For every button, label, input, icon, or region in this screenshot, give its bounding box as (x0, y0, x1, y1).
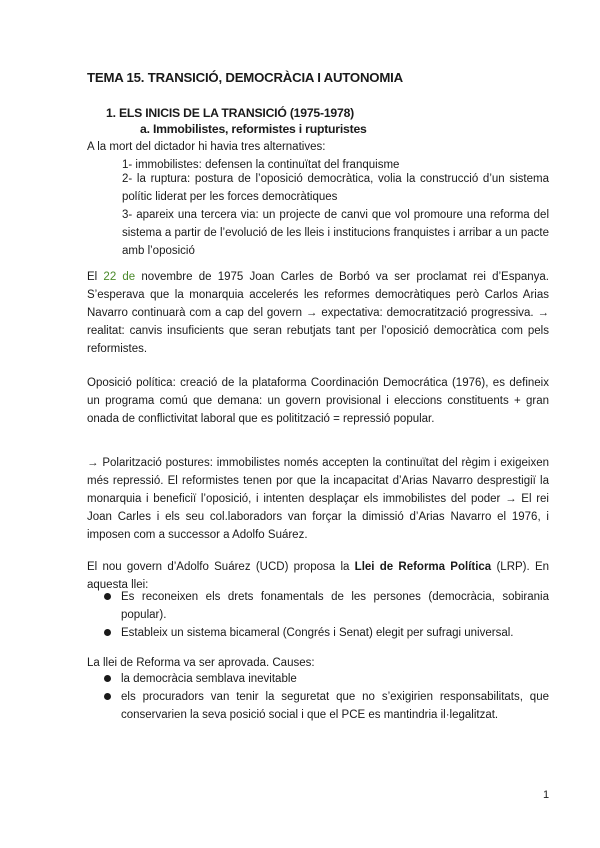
text-segment: El reformistes tenen por que la incapacitat d’Arias Navarro desprestigiï la monarquia i beneficiï l’oposició, i intenten desplaçar els immobilistes del poder → El rei Joan Carles i els seu col.laboradors van forçar la dimissió d’Arias Navarro el 1976, i imposen com a successor a Adolfo Suárez. (87, 475, 549, 541)
lrp-bullet-list (87, 588, 549, 642)
subsection-heading: a. Immobilistes, reformistes i rupturistes (140, 122, 367, 136)
text-segment: (LRP). En aquesta llei: (87, 561, 550, 591)
list-item: els procuradors van tenir la seguretat que no s’exigirien responsabilitats, que conservarien la seva posició social i que el PCE es mantindria il·legalitzat. (87, 688, 549, 724)
bullet-icon (104, 629, 111, 636)
paragraph-polarization (87, 454, 549, 544)
text-segment: El nou govern d’Adolfo Suárez (UCD) proposa la (87, 561, 355, 573)
bullet-icon (104, 693, 111, 700)
paragraph-proclamation (87, 268, 549, 358)
list-item: Estableix un sistema bicameral (Congrés i Senat) elegit per sufragi universal. (87, 624, 549, 642)
paragraph-opposition: Oposició política: creació de la plataforma Coordinación Democrática (1976), es defineix un programa comú que demana: un govern provisional i eleccions constituents + gran onada de conflictivitat laboral que es politització = repressió popular. (87, 377, 549, 425)
alternative-1: 1- immobilistes: defensen la continuïtat del franquisme (122, 159, 400, 171)
text-segment: El (87, 271, 104, 283)
list-item: la democràcia semblava inevitable (87, 670, 549, 688)
highlighted-date: 22 de (103, 271, 136, 283)
list-item: Es reconeixen els drets fonamentals de les persones (democràcia, sobirania popular). (87, 588, 549, 624)
bullet-icon (104, 675, 111, 682)
lrp-name: Llei de Reforma Política (354, 561, 492, 573)
alternatives-intro: A la mort del dictador hi havia tres alternatives: (87, 141, 326, 153)
document-title: TEMA 15. TRANSICIÓ, DEMOCRÀCIA I AUTONOMIA (87, 70, 403, 85)
bullet-icon (104, 593, 111, 600)
alternative-2: 2- la ruptura: postura de l’oposició democràtica, volia la construcció d’un sistema polític liderat per les forces democràtiques (122, 173, 549, 203)
text-segment: novembre de 1975 Joan Carles de Borbó va ser proclamat rei d’Espanya. S’esperava que la monarquia accelerés les reformes democràtiques però Carlos Arias Navarro continuarà com a cap del govern → expectativa: democratització progressiva. → realitat: canvis insuficients que seran rebutjats tant per l’oposició democràtica com pels reformistes. (87, 271, 549, 355)
page-number: 1 (543, 789, 550, 801)
causes-bullet-list (87, 670, 549, 724)
alternative-3: 3- apareix una tercera via: un projecte de canvi que vol promoure una reforma del sistema a partir de l’evolució de les lleis i institucions franquistes i arribar a un pacte amb l’oposició (122, 209, 549, 257)
section-heading: 1. ELS INICIS DE LA TRANSICIÓ (1975-1978) (106, 106, 355, 120)
text-segment: → Polarització postures: immobilistes només accepten la continuïtat del règim i exigeixen més repressió. (87, 457, 549, 487)
causes-intro: La llei de Reforma va ser aprovada. Causes: (87, 657, 315, 669)
